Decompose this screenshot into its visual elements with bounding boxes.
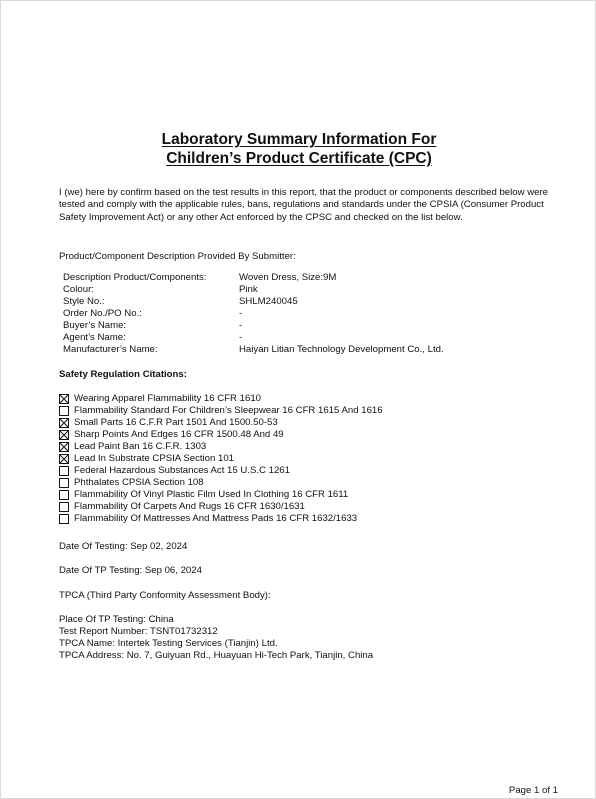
checkbox-unchecked-icon	[59, 466, 69, 476]
citation-item	[59, 489, 348, 501]
field-label: Order No./PO No.:	[63, 308, 142, 319]
citation-label: Small Parts 16 C.F.R Part 1501 And 1500.50-53	[74, 417, 278, 428]
field-value: Pink	[239, 284, 258, 295]
place-of-tp-testing: Place Of TP Testing: China	[59, 614, 174, 625]
checkbox-unchecked-icon	[59, 502, 69, 512]
field-value: -	[239, 332, 243, 343]
checkmark-x-icon	[60, 419, 68, 427]
intro-paragraph: I (we) here by confirm based on the test results in this report, that the product or components described below were tested and comply with the applicable rules, bans, regulations and standards under the CPSIA (Consumer Product Safety Improvement Act) or any other Act enforced by the CPSC and checked on the list below.	[59, 187, 548, 223]
checkbox-unchecked-icon	[59, 478, 69, 488]
citation-item	[59, 441, 206, 453]
test-report-number: Test Report Number: TSNT01732312	[59, 626, 218, 637]
citation-label: Flammability Of Carpets And Rugs 16 CFR 1630/1631	[74, 501, 305, 512]
field-value: -	[239, 320, 243, 331]
field-label: Buyer’s Name:	[63, 320, 127, 331]
checkmark-x-icon	[60, 395, 68, 403]
citation-item	[59, 513, 357, 525]
description-heading: Product/Component Description Provided By Submitter:	[59, 251, 296, 262]
field-value: Haiyan Litian Technology Development Co., Ltd.	[239, 344, 444, 355]
checkbox-unchecked-icon	[59, 406, 69, 416]
tpca-address: TPCA Address: No. 7, Guiyuan Rd., Huayuan Hi-Tech Park, Tianjin, China	[59, 650, 374, 661]
field-label: Manufacturer’s Name:	[63, 344, 158, 355]
checkmark-x-icon	[60, 455, 68, 463]
tpca-heading: TPCA (Third Party Conformity Assessment Body):	[59, 590, 271, 601]
citation-label: Lead In Substrate CPSIA Section 101	[74, 453, 235, 464]
citation-label: Phthalates CPSIA Section 108	[74, 477, 204, 488]
document-title-line-2: Children’s Product Certificate (CPC)	[166, 150, 432, 167]
citation-item	[59, 453, 234, 465]
document-title-line-1: Laboratory Summary Information For	[161, 131, 437, 148]
citation-item	[59, 429, 284, 441]
field-value: Woven Dress, Size:9M	[239, 272, 337, 283]
citation-label: Flammability Of Mattresses And Mattress Pads 16 CFR 1632/1633	[74, 513, 358, 524]
checkmark-x-icon	[60, 443, 68, 451]
checkmark-x-icon	[60, 431, 68, 439]
citation-label: Sharp Points And Edges 16 CFR 1500.48 And 49	[74, 429, 284, 440]
page-indicator: Page 1 of 1	[508, 785, 558, 796]
citations-heading: Safety Regulation Citations:	[59, 369, 187, 380]
citation-item	[59, 417, 278, 429]
citation-item	[59, 405, 383, 417]
field-value: -	[239, 308, 243, 319]
citation-label: Wearing Apparel Flammability 16 CFR 1610	[74, 393, 261, 404]
field-value: SHLM240045	[239, 296, 298, 307]
citation-label: Flammability Standard For Children’s Sleepwear 16 CFR 1615 And 1616	[74, 405, 383, 416]
checkbox-checked-icon	[59, 430, 69, 440]
citation-item	[59, 501, 305, 513]
citation-label: Flammability Of Vinyl Plastic Film Used In Clothing 16 CFR 1611	[74, 489, 349, 500]
field-label: Colour:	[63, 284, 94, 295]
field-label: Description Product/Components:	[63, 272, 207, 283]
checkbox-checked-icon	[59, 394, 69, 404]
citation-label: Federal Hazardous Substances Act 15 U.S.C 1261	[74, 465, 290, 476]
citation-item	[59, 477, 204, 489]
citation-item	[59, 393, 261, 405]
date-of-testing: Date Of Testing: Sep 02, 2024	[59, 541, 188, 552]
citation-item	[59, 465, 290, 477]
tpca-name: TPCA Name: Intertek Testing Services (Tianjin) Ltd.	[59, 638, 278, 649]
checkbox-checked-icon	[59, 418, 69, 428]
field-label: Agent’s Name:	[63, 332, 126, 343]
checkbox-checked-icon	[59, 442, 69, 452]
checkbox-checked-icon	[59, 454, 69, 464]
citation-label: Lead Paint Ban 16 C.F.R. 1303	[74, 441, 207, 452]
date-of-tp-testing: Date Of TP Testing: Sep 06, 2024	[59, 565, 202, 576]
checkbox-unchecked-icon	[59, 490, 69, 500]
checkbox-unchecked-icon	[59, 514, 69, 524]
field-label: Style No.:	[63, 296, 105, 307]
